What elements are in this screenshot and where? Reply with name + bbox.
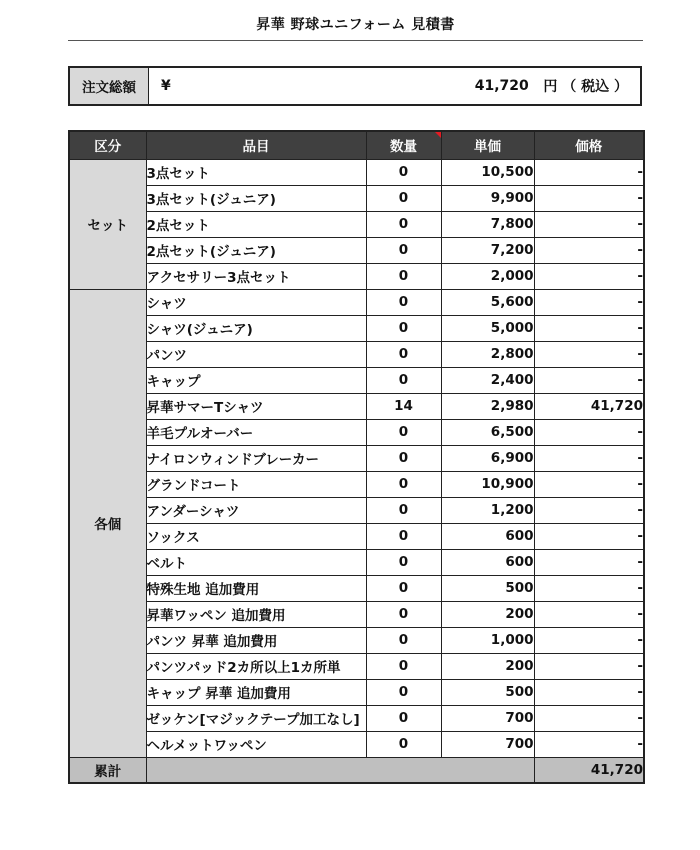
column-header-unit-price: 単価 (441, 131, 534, 159)
unit-price-cell: 700 (441, 705, 534, 731)
quantity-cell[interactable]: 0 (366, 341, 441, 367)
table-row (69, 263, 644, 289)
quantity-cell[interactable]: 0 (366, 549, 441, 575)
unit-price-cell: 10,900 (441, 471, 534, 497)
item-name-cell: シャツ(ジュニア) (146, 315, 366, 341)
item-name-cell: ゼッケン[マジックテープ加工なし] (146, 705, 366, 731)
item-name-cell: キャップ 昇華 追加費用 (146, 679, 366, 705)
price-cell: - (534, 679, 644, 705)
item-name-cell: シャツ (146, 289, 366, 315)
category-cell: 各個 (69, 289, 146, 757)
total-row-amount: 41,720 (534, 757, 644, 783)
total-row-label: 累計 (69, 757, 146, 783)
estimate-table (68, 130, 645, 784)
item-name-cell: 特殊生地 追加費用 (146, 575, 366, 601)
quantity-cell[interactable]: 0 (366, 211, 441, 237)
item-name-cell: アクセサリー3点セット (146, 263, 366, 289)
unit-price-cell: 5,600 (441, 289, 534, 315)
table-row (69, 627, 644, 653)
price-cell: - (534, 211, 644, 237)
item-name-cell: ナイロンウィンドブレーカー (146, 445, 366, 471)
quantity-cell[interactable]: 0 (366, 705, 441, 731)
quantity-cell[interactable]: 0 (366, 601, 441, 627)
table-row (69, 237, 644, 263)
quantity-cell[interactable]: 0 (366, 575, 441, 601)
table-row (69, 315, 644, 341)
unit-price-cell: 600 (441, 549, 534, 575)
unit-price-cell: 2,000 (441, 263, 534, 289)
item-name-cell: ソックス (146, 523, 366, 549)
item-name-cell: 2点セット(ジュニア) (146, 237, 366, 263)
quantity-cell[interactable]: 0 (366, 627, 441, 653)
price-cell: - (534, 185, 644, 211)
category-cell: セット (69, 159, 146, 289)
table-row (69, 575, 644, 601)
item-name-cell: 3点セット (146, 159, 366, 185)
unit-price-cell: 2,800 (441, 341, 534, 367)
unit-price-cell: 10,500 (441, 159, 534, 185)
item-name-cell: 昇華ワッペン 追加費用 (146, 601, 366, 627)
unit-price-cell: 200 (441, 601, 534, 627)
price-cell: - (534, 159, 644, 185)
column-header-item: 品目 (146, 131, 366, 159)
quantity-cell[interactable]: 0 (366, 731, 441, 757)
comment-indicator-icon[interactable] (435, 132, 441, 138)
table-row (69, 211, 644, 237)
quantity-cell[interactable]: 0 (366, 367, 441, 393)
item-name-cell: 昇華サマーTシャツ (146, 393, 366, 419)
table-row (69, 393, 644, 419)
unit-price-cell: 1,200 (441, 497, 534, 523)
unit-price-cell: 9,900 (441, 185, 534, 211)
table-row (69, 731, 644, 757)
item-name-cell: ヘルメットワッペン (146, 731, 366, 757)
price-cell: - (534, 263, 644, 289)
item-name-cell: アンダーシャツ (146, 497, 366, 523)
price-cell: - (534, 627, 644, 653)
quantity-cell[interactable]: 0 (366, 237, 441, 263)
unit-price-cell: 2,980 (441, 393, 534, 419)
quantity-cell[interactable]: 0 (366, 653, 441, 679)
order-total-amount: 41,720 (474, 78, 529, 94)
quantity-cell[interactable]: 0 (366, 315, 441, 341)
unit-price-cell: 700 (441, 731, 534, 757)
price-cell: - (534, 289, 644, 315)
column-header-quantity: 数量 (366, 131, 441, 159)
price-cell: - (534, 653, 644, 679)
quantity-cell[interactable]: 0 (366, 419, 441, 445)
table-row (69, 445, 644, 471)
order-total-suffix: 円 （ 税込 ） (543, 79, 628, 95)
table-row (69, 289, 644, 315)
price-cell: - (534, 315, 644, 341)
table-row (69, 549, 644, 575)
unit-price-cell: 1,000 (441, 627, 534, 653)
quantity-cell[interactable]: 0 (366, 523, 441, 549)
unit-price-cell: 500 (441, 575, 534, 601)
price-cell: - (534, 705, 644, 731)
table-row (69, 341, 644, 367)
item-name-cell: 2点セット (146, 211, 366, 237)
price-cell: - (534, 601, 644, 627)
table-row (69, 705, 644, 731)
table-row (69, 653, 644, 679)
document-title: 昇華 野球ユニフォーム 見積書 (256, 17, 455, 33)
item-name-cell: 羊毛プルオーバー (146, 419, 366, 445)
price-cell: - (534, 445, 644, 471)
quantity-cell[interactable]: 0 (366, 159, 441, 185)
table-row (69, 679, 644, 705)
quantity-cell[interactable]: 0 (366, 289, 441, 315)
total-row-blank (146, 757, 534, 783)
title-divider (68, 40, 643, 41)
item-name-cell: キャップ (146, 367, 366, 393)
price-cell: - (534, 497, 644, 523)
total-row (69, 757, 644, 783)
table-header-row (69, 131, 644, 159)
column-header-category: 区分 (69, 131, 146, 159)
order-total-value (171, 68, 640, 104)
item-name-cell: グランドコート (146, 471, 366, 497)
table-row (69, 601, 644, 627)
unit-price-cell: 5,000 (441, 315, 534, 341)
order-total-box (68, 66, 642, 106)
item-name-cell: パンツパッド2カ所以上1カ所単 (146, 653, 366, 679)
unit-price-cell: 500 (441, 679, 534, 705)
table-row (69, 419, 644, 445)
price-cell: - (534, 471, 644, 497)
unit-price-cell: 6,900 (441, 445, 534, 471)
unit-price-cell: 600 (441, 523, 534, 549)
item-name-cell: パンツ (146, 341, 366, 367)
unit-price-cell: 200 (441, 653, 534, 679)
price-cell: - (534, 419, 644, 445)
table-row (69, 367, 644, 393)
quantity-cell[interactable]: 0 (366, 185, 441, 211)
currency-symbol: ¥ (161, 78, 171, 94)
item-name-cell: ベルト (146, 549, 366, 575)
price-cell: - (534, 731, 644, 757)
table-row (69, 159, 644, 185)
item-name-cell: パンツ 昇華 追加費用 (146, 627, 366, 653)
price-cell: - (534, 237, 644, 263)
price-cell: - (534, 523, 644, 549)
quantity-cell[interactable]: 0 (366, 497, 441, 523)
column-header-price: 価格 (534, 131, 644, 159)
unit-price-cell: 6,500 (441, 419, 534, 445)
price-cell: - (534, 549, 644, 575)
quantity-cell[interactable]: 0 (366, 263, 441, 289)
item-name-cell: 3点セット(ジュニア) (146, 185, 366, 211)
quantity-cell[interactable]: 0 (366, 471, 441, 497)
order-total-label: 注文総額 (70, 68, 149, 104)
table-row (69, 185, 644, 211)
price-cell: - (534, 367, 644, 393)
unit-price-cell: 7,800 (441, 211, 534, 237)
price-cell: 41,720 (534, 393, 644, 419)
quantity-cell[interactable]: 0 (366, 445, 441, 471)
table-row (69, 523, 644, 549)
quantity-cell[interactable]: 0 (366, 679, 441, 705)
table-row (69, 497, 644, 523)
table-row (69, 471, 644, 497)
quantity-cell[interactable]: 14 (366, 393, 441, 419)
unit-price-cell: 2,400 (441, 367, 534, 393)
price-cell: - (534, 341, 644, 367)
unit-price-cell: 7,200 (441, 237, 534, 263)
price-cell: - (534, 575, 644, 601)
